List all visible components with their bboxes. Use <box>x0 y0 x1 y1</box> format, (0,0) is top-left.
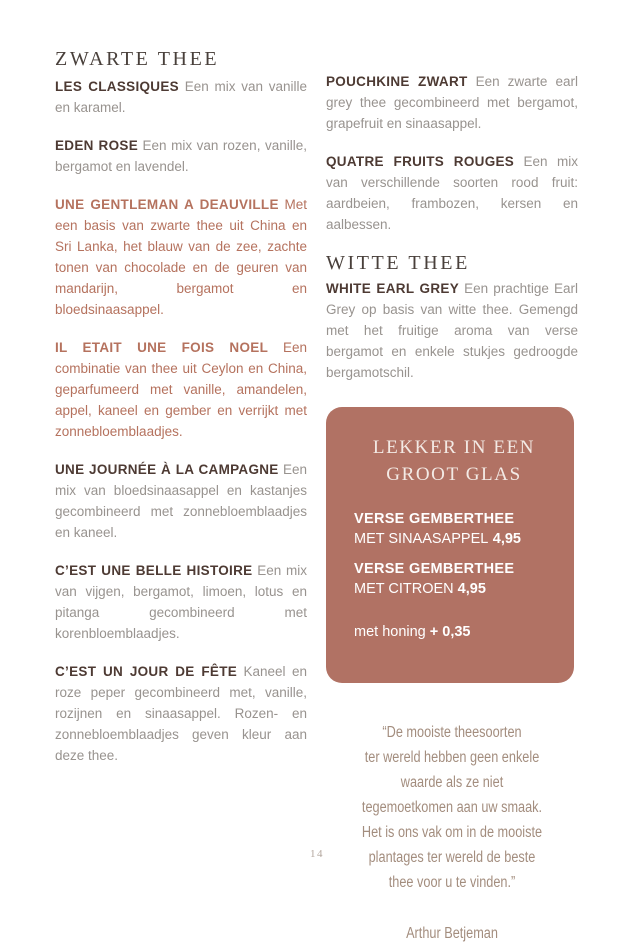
quote-line: thee voor u te vinden.” <box>388 874 516 891</box>
menu-item-eden-rose <box>55 135 307 177</box>
promo-item-detail: MET SINAASAPPEL <box>354 531 489 547</box>
section-heading-witte-thee: WITTE THEE <box>326 252 470 274</box>
menu-item-les-classiques <box>55 76 307 118</box>
quote-line: tegemoetkomen aan uw smaak. <box>361 799 543 816</box>
menu-item-title: POUCHKINE ZWART <box>326 74 468 89</box>
quote-line: “De mooiste theesoorten <box>382 724 522 741</box>
promo-extra-price: + 0,35 <box>429 624 471 640</box>
quote-line: waarde als ze niet <box>400 774 504 791</box>
menu-item-title: LES CLASSIQUES <box>55 79 179 94</box>
menu-item-title: QUATRE FRUITS ROUGES <box>326 154 515 169</box>
menu-item-white-earl-grey <box>326 278 578 383</box>
menu-item-title: C’EST UN JOUR DE FÊTE <box>55 664 238 679</box>
menu-item-une-gentleman-a-deauville <box>55 194 307 320</box>
menu-item-description: Een mix van rozen, vanille, bergamot en lavendel. <box>55 138 307 174</box>
promo-item-name: VERSE GEMBERTHEE <box>354 511 515 527</box>
menu-item-title: C’EST UNE BELLE HISTOIRE <box>55 563 253 578</box>
menu-item-title: UNE JOURNÉE À LA CAMPAGNE <box>55 462 279 477</box>
right-column <box>326 48 578 946</box>
menu-item-description: Een mix van bloedsinaasappel en kastanjes gecombineerd met zonnebloemblaadjes en kaneel. <box>55 462 307 540</box>
menu-item-quatre-fruits-rouges <box>326 151 578 235</box>
promo-box-groot-glas <box>326 407 574 683</box>
quote-line: Het is ons vak om in de mooiste <box>361 824 543 841</box>
promo-extra-honing <box>354 624 554 640</box>
promo-item-price: 4,95 <box>492 531 521 547</box>
quote-author: Arthur Betjeman <box>406 925 498 942</box>
menu-item-description: Kaneel en roze peper gecombineerd met, vanille, rozijnen en sinaasappel. Rozen- en zonnebloemblaadjes geven kleur aan deze thee. <box>55 664 307 763</box>
page-number: 14 <box>310 848 324 860</box>
menu-item-description: Een combinatie van thee uit Ceylon en China, geparfumeerd met vanille, amandelen, appel, kaneel en gember en verrijkt met zonnebloemblaadjes. <box>55 340 307 439</box>
promo-item-gemberthee-sinaasappel <box>354 509 554 549</box>
menu-item-title: UNE GENTLEMAN A DEAUVILLE <box>55 197 279 212</box>
menu-item-pouchkine-zwart <box>326 71 578 134</box>
promo-box-title <box>354 434 554 488</box>
menu-item-title: EDEN ROSE <box>55 138 138 153</box>
menu-item-description: Een mix van vanille en karamel. <box>55 79 307 115</box>
promo-box-title-line1: LEKKER IN EEN <box>372 437 536 458</box>
menu-item-il-etait-une-fois-noel <box>55 337 307 442</box>
promo-item-price: 4,95 <box>457 581 486 597</box>
promo-extra-label: met honing <box>354 624 430 640</box>
section-heading-zwarte-thee: ZWARTE THEE <box>55 48 220 70</box>
menu-item-title: WHITE EARL GREY <box>326 281 460 296</box>
menu-item-description: Een zwarte earl grey thee gecombineerd met bergamot, grapefruit en sinaasappel. <box>326 74 578 131</box>
promo-item-gemberthee-citroen <box>354 559 554 599</box>
menu-item-description: Een mix van vijgen, bergamot, limoen, lotus en pitanga gecombineerd met korenbloemblaadjes. <box>55 563 307 641</box>
promo-box-title-line2: GROOT GLAS <box>386 464 522 485</box>
menu-item-une-journee-a-la-campagne <box>55 459 307 543</box>
menu-item-cest-une-belle-histoire <box>55 560 307 644</box>
quote-block <box>349 720 556 946</box>
menu-item-description: Een mix van verschillende soorten rood fruit: aardbeien, frambozen, kersen en aalbessen. <box>326 154 578 232</box>
menu-item-title: IL ETAIT UNE FOIS NOEL <box>55 340 269 355</box>
promo-item-detail: MET CITROEN <box>354 581 458 597</box>
quote-line: plantages ter wereld de beste <box>368 849 536 866</box>
left-column <box>55 48 307 946</box>
menu-item-cest-un-jour-de-fete <box>55 661 307 766</box>
menu-item-description: Een prachtige Earl Grey op basis van witte thee. Gemengd met het fruitige aroma van verse bergamot en enkele stukjes gedroogde bergamotschil. <box>326 281 578 380</box>
quote-line: ter wereld hebben geen enkele <box>364 749 540 766</box>
promo-item-name: VERSE GEMBERTHEE <box>354 561 515 577</box>
menu-item-description: Met een basis van zwarte thee uit China en Sri Lanka, het blauw van de zee, zachte tonen van chocolade en de geuren van mandarijn, bergamot en bloedsinaasappel. <box>55 197 307 317</box>
